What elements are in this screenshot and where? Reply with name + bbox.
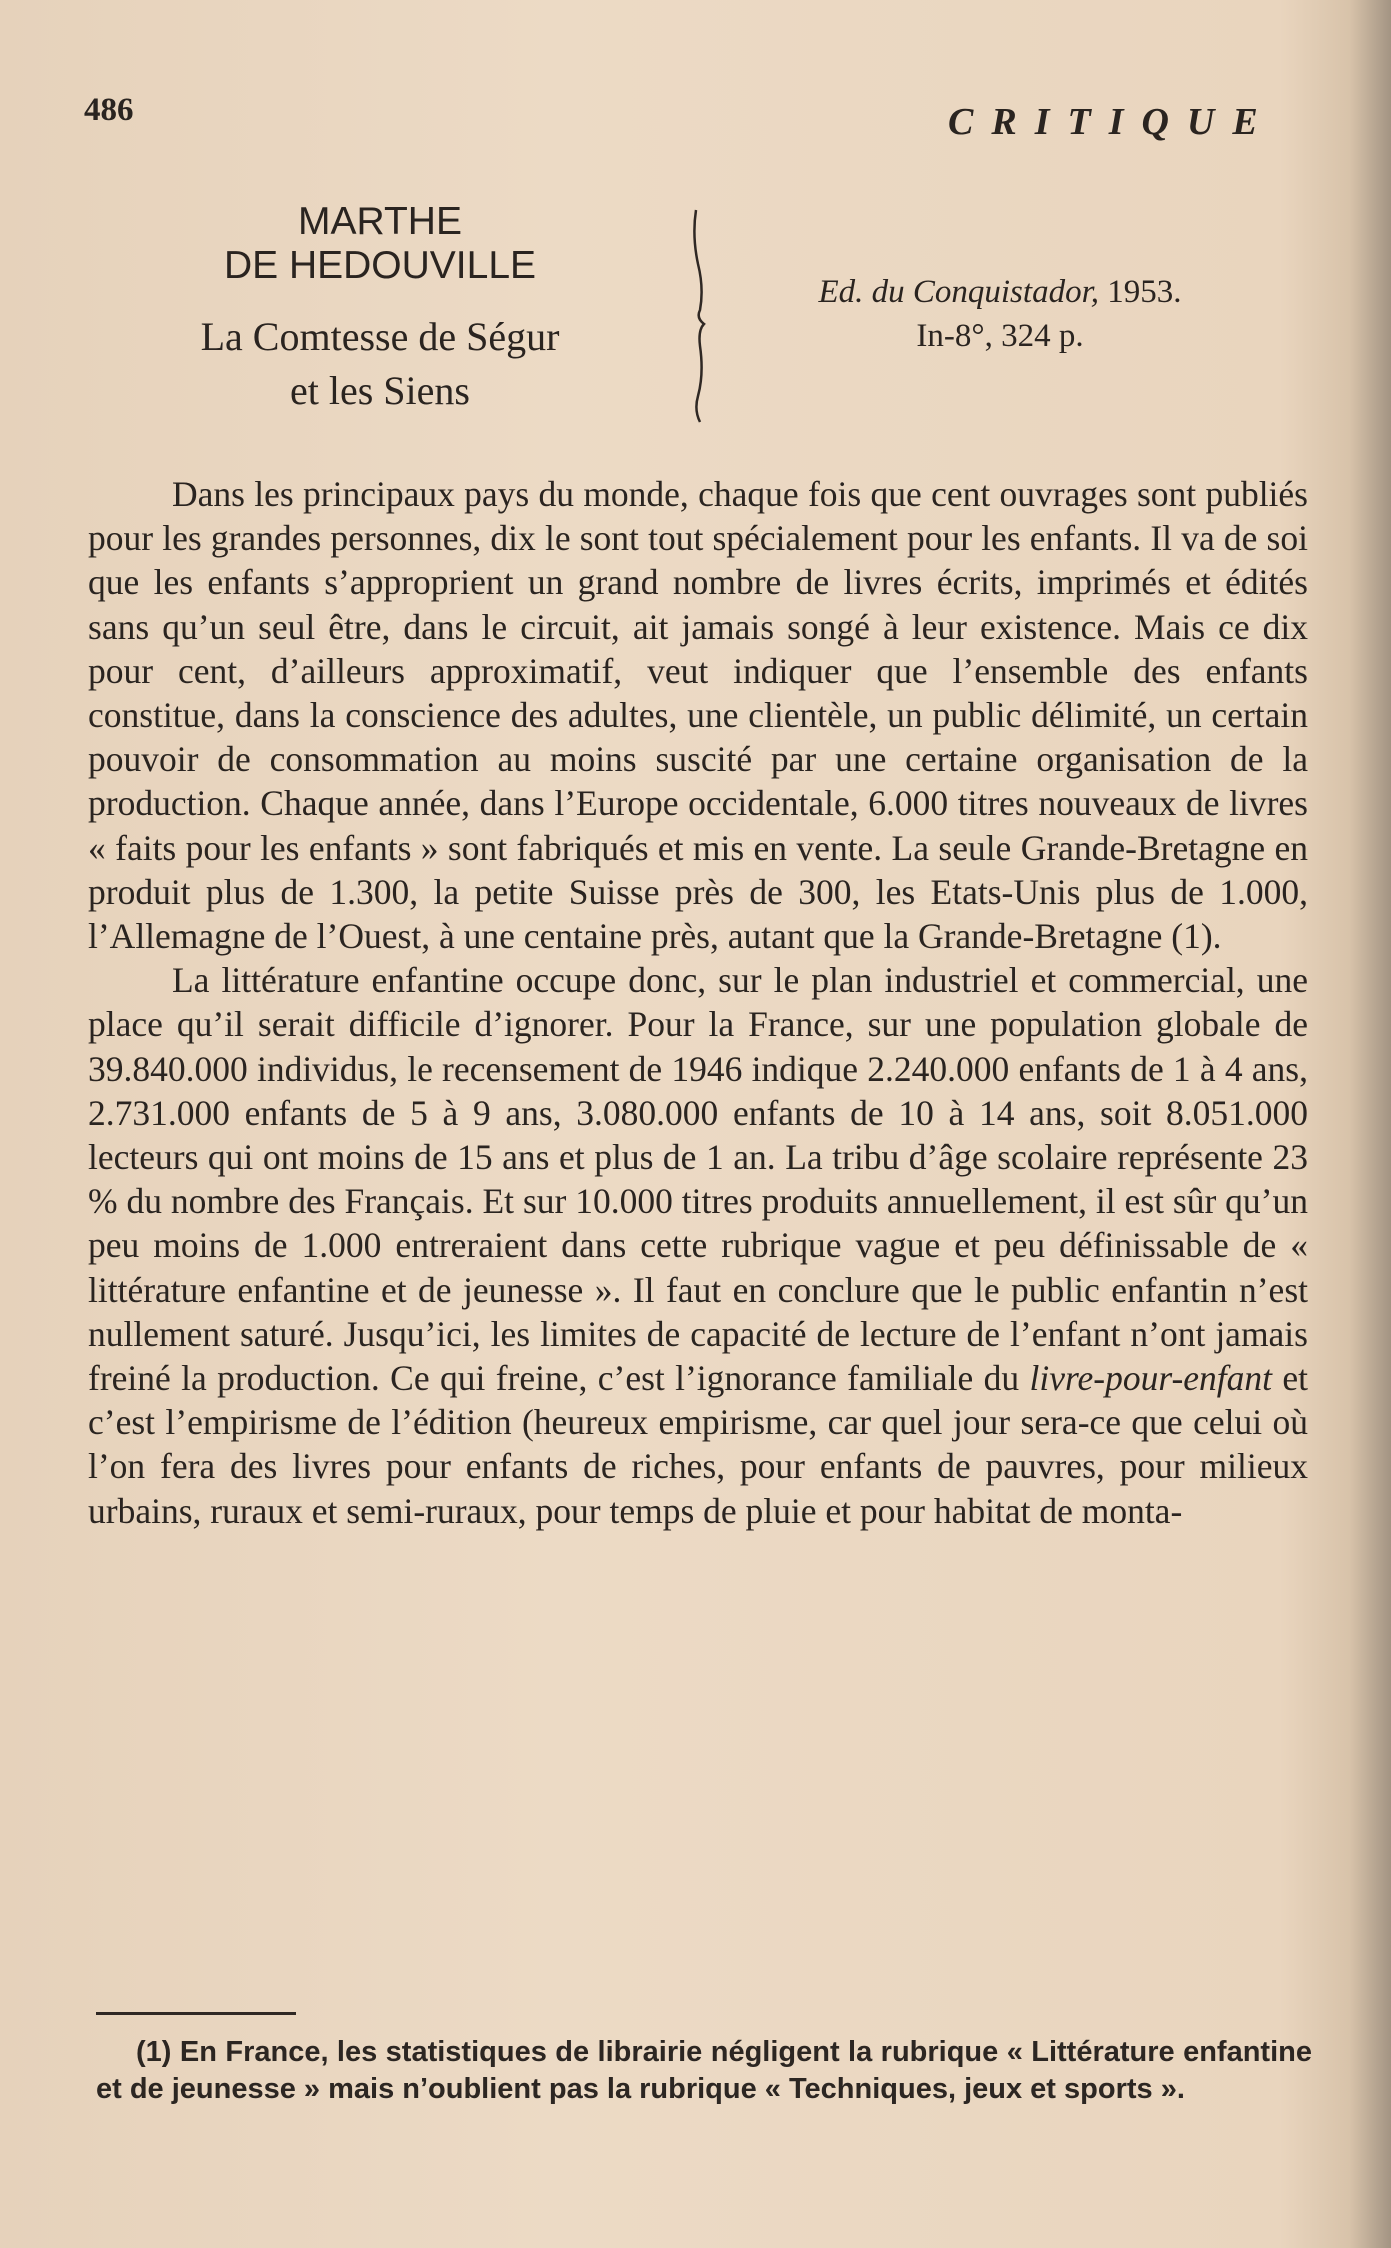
footnote-rule	[96, 2012, 296, 2015]
running-title: CRITIQUE	[948, 101, 1276, 143]
publication-info	[750, 270, 1250, 358]
page-number: 486	[84, 92, 134, 128]
emphasis-livre-pour-enfant: livre-pour-enfant	[1029, 1358, 1273, 1399]
review-text	[88, 472, 1308, 1533]
paragraph-1: Dans les principaux pays du monde, chaque fois que cent ouvrages sont publiés pour les grandes personnes, dix le sont tout spécialement pour les enfants. Il va de soi que les enfants s’approprient un grand nombre de livres écrits, imprimés et édités sans qu’un seul être, dans le circuit, ait jamais songé à leur existence. Mais ce dix pour cent, d’ailleurs approximatif, veut indiquer que l’ensemble des enfants constitue, dans la conscience des adultes, une clientèle, un public délimité, un certain pouvoir de consommation au moins suscité par une certaine organisation de la production. Chaque année, dans l’Europe occidentale, 6.000 titres nouveaux de livres « faits pour les enfants » sont fabriqués et mis en vente. La seule Grande-Bretagne en produit plus de 1.300, la petite Suisse près de 300, les Etats-Unis plus de 1.000, l’Allemagne de l’Ouest, à une centaine près, autant que la Grande-Bretagne (1).	[88, 474, 1308, 957]
book-title	[160, 310, 600, 418]
paragraph-2	[88, 958, 1308, 1533]
book-title-line1: La Comtesse de Ségur	[200, 314, 560, 359]
book-format: In-8°, 324 p.	[916, 318, 1084, 354]
publication-year: 1953.	[1107, 274, 1182, 310]
paragraph-2-start: La littérature enfantine occupe donc, sur le plan industriel et commercial, une place qu’il serait difficile d’ignorer. Pour la France, sur une population globale de 39.840.000 individus, le recensement de 1946 indique 2.240.000 enfants de 1 à 4 ans, 2.731.000 enfants de 5 à 9 ans, 3.080.000 enfants de 10 à 14 ans, soit 8.051.000 lecteurs qui ont moins de 15 ans et plus de 1 an. La tribu d’âge scolaire représente 23 % du nombre des Français. Et sur 10.000 titres produits annuellement, il est sûr qu’un peu moins de 1.000 entreraient dans cette rubrique vague et peu définissable de « littérature enfantine et de jeunesse ». Il faut en conclure que le public enfantin n’est nullement saturé. Jusqu’ici, les limites de capacité de lecture de l’enfant n’ont jamais freiné la production. Ce qui freine, c’est l’ignorance familiale du	[88, 960, 1308, 1399]
book-reference	[160, 200, 1320, 430]
book-author	[160, 200, 600, 288]
footnote: (1) En France, les statistiques de librairie négligent la rubrique « Littérature enfantine et de jeunesse » mais n’oublient pas la rubrique « Techniques, jeux et sports ».	[96, 2036, 1312, 2105]
brace-divider	[690, 206, 720, 424]
author-first-name: MARTHE	[298, 200, 462, 243]
author-last-name: DE HEDOUVILLE	[223, 244, 537, 287]
publisher-name: Ed. du Conquistador,	[818, 274, 1100, 310]
paragraph-2-end: et c’est l’empirisme de l’édition (heureux empirisme, car quel jour sera-ce que celui où l’on fera des livres pour enfants de riches, pour enfants de pauvres, pour milieux urbains, ruraux et semi-ruraux, pour temps de pluie et pour habitat de monta-	[88, 1358, 1309, 1531]
book-title-line2: et les Siens	[290, 368, 470, 413]
